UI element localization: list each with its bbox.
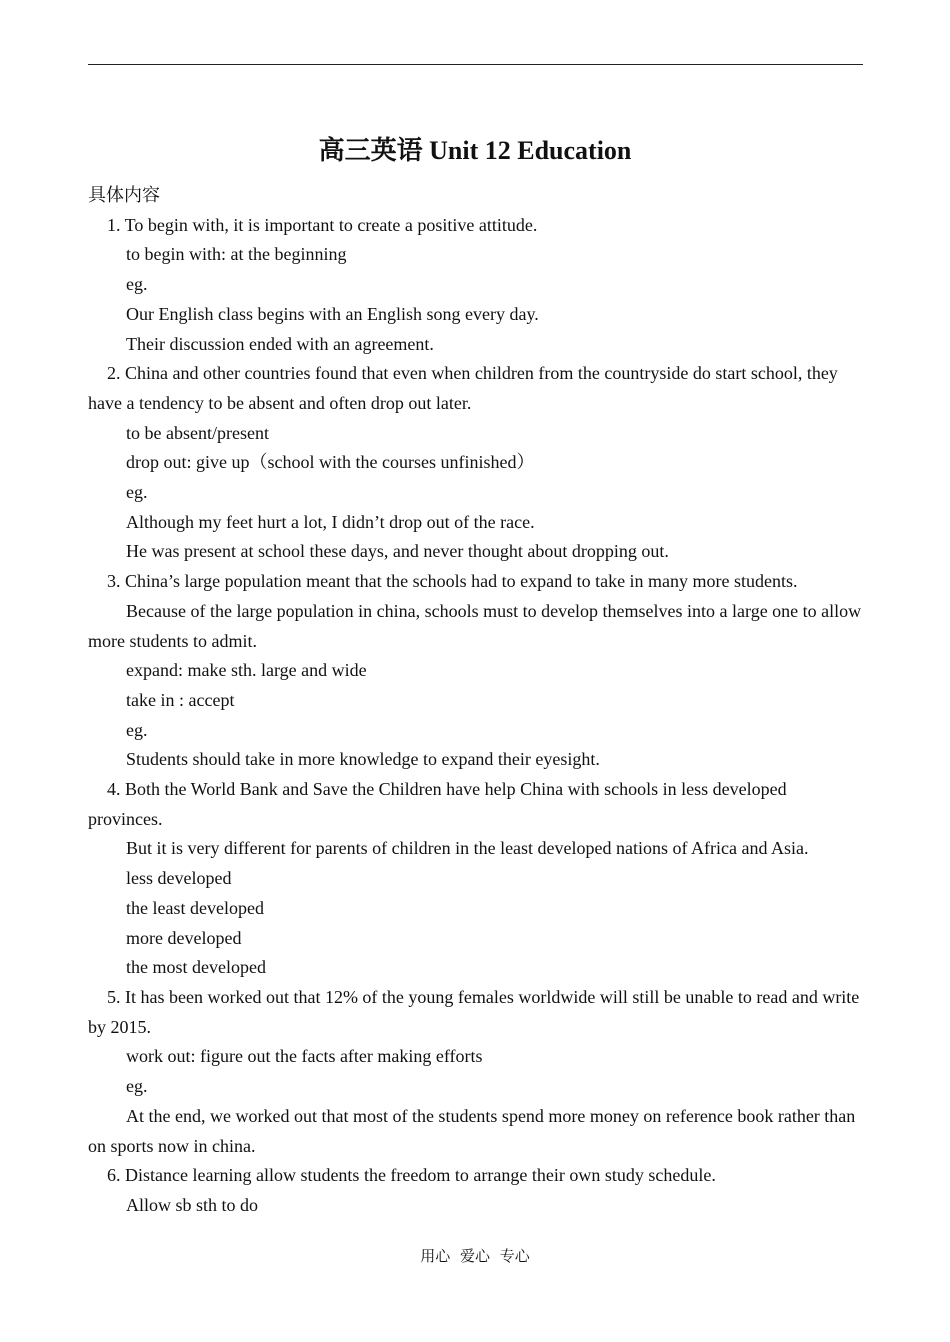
item-5-note: work out: figure out the facts after making efforts bbox=[126, 1046, 483, 1067]
item-5-eg: eg. bbox=[126, 1076, 148, 1097]
page-footer: 用心 爱心 专心 bbox=[420, 1249, 530, 1265]
item-6-note: Allow sb sth to do bbox=[126, 1194, 259, 1215]
item-1-sentence: 1. To begin with, it is important to create a positive attitude. bbox=[107, 214, 538, 235]
item-2-note: drop out: give up（school with the courses unfinished） bbox=[126, 452, 535, 473]
item-4-note: the most developed bbox=[126, 957, 266, 978]
section-label: 具体内容 bbox=[88, 185, 160, 205]
item-4-sentence: 4. Both the World Bank and Save the Children have help China with schools in less developed provinces. bbox=[88, 779, 787, 829]
header-rule bbox=[88, 64, 863, 65]
item-4-note: less developed bbox=[126, 868, 232, 889]
item-1-note: to begin with: at the beginning bbox=[126, 244, 347, 265]
item-2-example: Although my feet hurt a lot, I didn’t drop out of the race. bbox=[126, 511, 535, 532]
item-1-eg: eg. bbox=[126, 274, 148, 295]
item-3-example: Students should take in more knowledge to expand their eyesight. bbox=[126, 749, 600, 770]
item-4-note: more developed bbox=[126, 927, 242, 948]
item-2-sentence: 2. China and other countries found that even when children from the countryside do start school, they have a tendency to be absent and often drop out later. bbox=[88, 363, 838, 413]
document-body bbox=[88, 181, 863, 1221]
item-3-eg: eg. bbox=[126, 719, 148, 740]
item-5-example: At the end, we worked out that most of the students spend more money on reference book rather than on sports now in china. bbox=[88, 1105, 856, 1156]
item-2-example: He was present at school these days, and never thought about dropping out. bbox=[126, 541, 669, 562]
item-3-paraphrase: Because of the large population in china, schools must to develop themselves into a large one to allow more students to admit. bbox=[88, 600, 862, 651]
item-6-sentence: 6. Distance learning allow students the freedom to arrange their own study schedule. bbox=[107, 1165, 716, 1186]
item-2-eg: eg. bbox=[126, 482, 148, 503]
page-title: 高三英语 Unit 12 Education bbox=[318, 136, 632, 165]
item-3-note: take in : accept bbox=[126, 689, 235, 710]
item-2-note: to be absent/present bbox=[126, 422, 269, 443]
item-5-sentence: 5. It has been worked out that 12% of the young females worldwide will still be unable to read and write by 2015. bbox=[88, 986, 860, 1037]
item-4-sentence-2: But it is very different for parents of children in the least developed nations of Africa and Asia. bbox=[126, 838, 809, 859]
item-3-note: expand: make sth. large and wide bbox=[126, 660, 367, 681]
item-1-example: Our English class begins with an English song every day. bbox=[126, 303, 539, 324]
item-1-example: Their discussion ended with an agreement. bbox=[126, 333, 434, 354]
item-4-note: the least developed bbox=[126, 897, 264, 918]
item-3-sentence: 3. China’s large population meant that the schools had to expand to take in many more students. bbox=[107, 571, 798, 592]
